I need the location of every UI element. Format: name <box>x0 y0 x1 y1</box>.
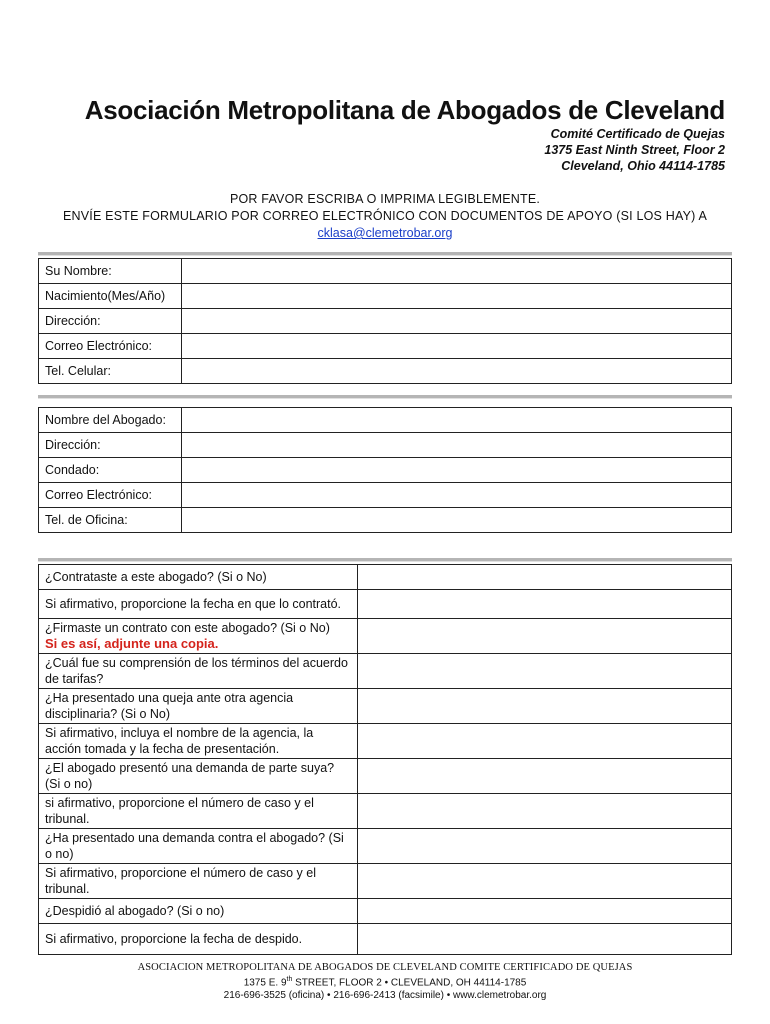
phone-label: Tel. Celular: <box>39 359 182 384</box>
table-row <box>39 689 732 724</box>
attorney-email-field[interactable] <box>182 483 732 508</box>
attorney-email-label: Correo Electrónico: <box>39 483 182 508</box>
table-row <box>39 284 732 309</box>
question-dismissal-date-answer[interactable] <box>358 924 732 955</box>
question-suit-against-case-label: Si afirmativo, proporcione el número de caso y el tribunal. <box>39 864 358 899</box>
footer-organization: ASOCIACION METROPOLITANA DE ABOGADOS DE CLEVELAND COMITE CERTIFICADO DE QUEJAS <box>137 962 633 973</box>
attorney-name-field[interactable] <box>182 408 732 433</box>
question-hire-date-label: Si afirmativo, proporcione la fecha en que lo contrató. <box>39 590 358 619</box>
footer-address-suffix: th <box>286 976 293 983</box>
table-row <box>39 759 732 794</box>
page-title: Asociación Metropolitana de Abogados de Cleveland <box>84 95 725 125</box>
attorney-county-label: Condado: <box>39 458 182 483</box>
address-label: Dirección: <box>39 309 182 334</box>
table-row <box>39 458 732 483</box>
table-row <box>39 309 732 334</box>
table-row <box>39 924 732 955</box>
footer-contact: 216-696-3525 (oficina) • 216-696-2413 (facsimile) • www.clemetrobar.org <box>223 990 547 1001</box>
committee-name: Comité Certificado de Quejas <box>550 127 725 141</box>
instruction-email: ENVÍE ESTE FORMULARIO POR CORREO ELECTRÓNICO CON DOCUMENTOS DE APOYO (SI LOS HAY) A <box>62 209 708 223</box>
questions-table <box>38 564 732 955</box>
attorney-county-field[interactable] <box>182 458 732 483</box>
table-row <box>39 259 732 284</box>
question-dismissed-label: ¿Despidió al abogado? (Si o no) <box>39 899 358 924</box>
question-contract-answer[interactable] <box>358 619 732 654</box>
question-contract-text: ¿Firmaste un contrato con este abogado? (Si o No) <box>45 621 330 635</box>
table-row <box>39 654 732 689</box>
table-row <box>39 408 732 433</box>
table-row <box>39 483 732 508</box>
street-address: 1375 East Ninth Street, Floor 2 <box>544 143 725 157</box>
table-row <box>39 829 732 864</box>
table-row <box>39 359 732 384</box>
table-row <box>39 794 732 829</box>
question-attorney-suit-answer[interactable] <box>358 759 732 794</box>
footer-address <box>0 976 770 988</box>
complainant-table <box>38 258 732 384</box>
question-fee-terms-label: ¿Cuál fue su comprensión de los términos del acuerdo de tarifas? <box>39 654 358 689</box>
phone-field[interactable] <box>182 359 732 384</box>
question-attorney-suit-case-answer[interactable] <box>358 794 732 829</box>
table-row <box>39 334 732 359</box>
birth-field[interactable] <box>182 284 732 309</box>
question-suit-against-answer[interactable] <box>358 829 732 864</box>
email-field[interactable] <box>182 334 732 359</box>
question-other-agency-label: ¿Ha presentado una queja ante otra agencia disciplinaria? (Si o No) <box>39 689 358 724</box>
question-suit-against-case-answer[interactable] <box>358 864 732 899</box>
section-divider <box>38 252 732 256</box>
question-other-agency-answer[interactable] <box>358 689 732 724</box>
attorney-name-label: Nombre del Abogado: <box>39 408 182 433</box>
table-row <box>39 433 732 458</box>
question-suit-against-label: ¿Ha presentado una demanda contra el abogado? (Si o no) <box>39 829 358 864</box>
address-field[interactable] <box>182 309 732 334</box>
question-contract-note: Si es así, adjunte una copia. <box>45 636 219 651</box>
question-hired-answer[interactable] <box>358 565 732 590</box>
instruction-legible: POR FAVOR ESCRIBA O IMPRIMA LEGIBLEMENTE. <box>229 192 541 206</box>
section-divider <box>38 395 732 399</box>
question-attorney-suit-case-label: si afirmativo, proporcione el número de caso y el tribunal. <box>39 794 358 829</box>
table-row <box>39 724 732 759</box>
table-row <box>39 590 732 619</box>
attorney-phone-field[interactable] <box>182 508 732 533</box>
table-row <box>39 899 732 924</box>
birth-label: Nacimiento(Mes/Año) <box>39 284 182 309</box>
city-address: Cleveland, Ohio 44114-1785 <box>561 159 725 173</box>
table-row <box>39 565 732 590</box>
attorney-phone-label: Tel. de Oficina: <box>39 508 182 533</box>
attorney-address-label: Dirección: <box>39 433 182 458</box>
question-attorney-suit-label: ¿El abogado presentó una demanda de parte suya? (Si o no) <box>39 759 358 794</box>
name-field[interactable] <box>182 259 732 284</box>
table-row <box>39 508 732 533</box>
email-label: Correo Electrónico: <box>39 334 182 359</box>
attorney-table <box>38 407 732 533</box>
table-row <box>39 864 732 899</box>
name-label: Su Nombre: <box>39 259 182 284</box>
question-fee-terms-answer[interactable] <box>358 654 732 689</box>
question-dismissal-date-label: Si afirmativo, proporcione la fecha de despido. <box>39 924 358 955</box>
question-contract-label <box>39 619 358 654</box>
section-divider <box>38 558 732 562</box>
footer-address-end: STREET, FLOOR 2 • CLEVELAND, OH 44114-1785 <box>292 977 527 989</box>
footer-address-start: 1375 E. 9 <box>243 977 287 989</box>
attorney-address-field[interactable] <box>182 433 732 458</box>
question-dismissed-answer[interactable] <box>358 899 732 924</box>
question-hired-label: ¿Contrataste a este abogado? (Si o No) <box>39 565 358 590</box>
question-hire-date-answer[interactable] <box>358 590 732 619</box>
question-agency-details-label: Si afirmativo, incluya el nombre de la agencia, la acción tomada y la fecha de presentación. <box>39 724 358 759</box>
question-agency-details-answer[interactable] <box>358 724 732 759</box>
email-link[interactable]: cklasa@clemetrobar.org <box>317 226 453 240</box>
table-row <box>39 619 732 654</box>
